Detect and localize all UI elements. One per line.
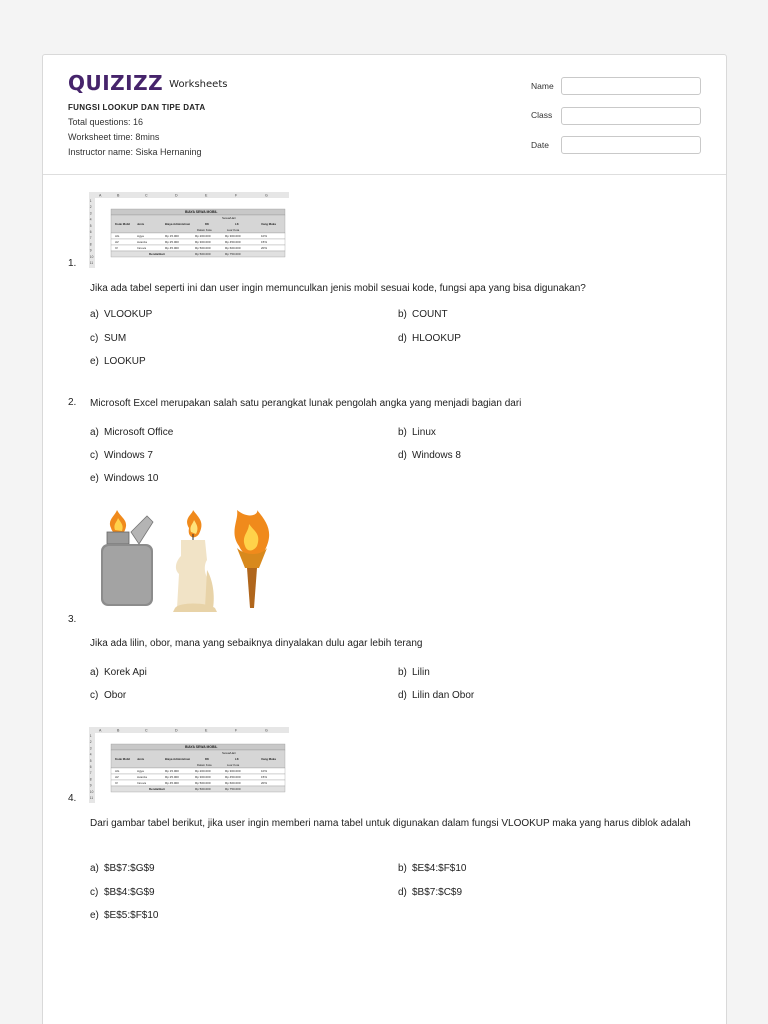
option-d[interactable] [398,333,461,344]
option-c[interactable] [90,450,153,461]
row-number: 10 [89,254,94,259]
table-title: BIAYA SEWA MOBIL [185,745,218,750]
option-letter: c) [90,887,99,898]
row-number: 6 [89,765,92,769]
option-letter: d) [398,887,407,898]
table-cell: Rp 200.000 [195,769,211,774]
column-header: F [235,728,238,733]
row-number: 11 [89,796,94,800]
option-b[interactable] [398,863,467,874]
option-letter: e) [90,910,99,921]
table-cell: Avanza [137,240,147,245]
option-letter: d) [398,450,407,461]
column-header: F [235,193,238,198]
worksheet-title: FUNGSI LOOKUP DAN TIPE DATA [68,103,206,112]
question-text: Dari gambar tabel berikut, jika user ingin memberi nama tabel untuk digunakan dalam fungsi VLOOKUP maka yang harus diblok adalah [90,818,691,829]
option-letter: b) [398,309,407,320]
worksheet-time: Worksheet time: 8mins [68,132,160,142]
table-cell: Rp 300.000 [195,775,211,780]
row-number: 10 [89,789,94,794]
date-field[interactable] [561,136,701,154]
row-number: 8 [89,777,92,782]
table-header: Jenis [137,757,145,761]
option-text: Windows 8 [412,450,461,461]
table-header: Uang Muka [261,222,276,226]
table-cell: AV [115,775,119,780]
option-text: COUNT [412,309,448,320]
row-number: 9 [89,783,92,788]
option-text: $E$4:$F$10 [412,863,467,874]
lighter-icon [101,510,153,606]
table-cell: Rp 600.000 [225,781,241,786]
table-cell: 20% [261,781,268,786]
row-number: 9 [89,248,92,253]
sewa-hari-label: Sewa/Hari [222,216,236,220]
table-cell: 10% [261,769,268,774]
option-b[interactable] [398,309,448,320]
option-text: Linux [412,427,436,438]
table-cell: Agya [137,234,144,239]
option-text: $B$4:$G$9 [104,887,155,898]
option-d[interactable] [398,690,474,701]
table-header: Biaya Administrasi [165,222,191,226]
row-number: 7 [89,771,92,776]
total-questions: Total questions: 16 [68,117,144,127]
table-cell: Rp 600.000 [225,246,241,251]
table-cell: Rp 750.000 [225,787,241,792]
table-header: Jenis [137,222,145,226]
row-number: 3 [89,746,92,751]
date-label: Date [531,140,549,150]
table-subheader: Dalam Kota [197,228,212,232]
option-letter: a) [90,667,99,678]
row-number: 11 [89,261,94,265]
table-cell: Agya [137,769,144,774]
option-letter: d) [398,333,407,344]
table-cell: Rp 45.000 [165,246,179,251]
table-header: DK [205,222,210,226]
table-cell: Rp 450.000 [225,775,241,780]
table-cell: IV [115,781,118,786]
option-letter: a) [90,863,99,874]
row-number: 7 [89,236,92,241]
option-c[interactable] [90,690,126,701]
table-subheader: Luar Kota [227,763,240,767]
option-text: VLOOKUP [104,309,153,320]
option-letter: e) [90,473,99,484]
logo-wordmark: QUIZIZZ [68,71,164,95]
question-number: 3. [68,614,77,625]
option-a[interactable] [90,427,173,438]
option-a[interactable] [90,309,152,320]
option-a[interactable] [90,667,147,678]
option-letter: d) [398,690,407,701]
table-title: BIAYA SEWA MOBIL [185,210,218,215]
option-letter: b) [398,863,407,874]
table-cell: AV [115,240,119,245]
table-cell: 20% [261,246,268,251]
table-cell: 15% [261,240,268,245]
option-text: Windows 10 [104,473,159,484]
sewa-hari-label: Sewa/Hari [222,751,236,755]
column-header: A [99,728,102,733]
column-header: G [265,193,268,198]
row-number: 3 [89,211,92,216]
table-cell: Rp 300.000 [195,240,211,245]
option-letter: c) [90,450,99,461]
column-header: D [175,193,178,198]
table-header: LK [235,757,239,761]
column-header: D [175,728,178,733]
column-header: E [205,728,208,733]
option-letter: c) [90,690,99,701]
candle-icon [173,510,217,612]
table-cell: Rp 500.000 [195,252,211,257]
instructor-name: Instructor name: Siska Hernaning [68,147,202,157]
option-d[interactable] [398,887,462,898]
row-number: 2 [89,205,92,210]
table-cell: 10% [261,234,268,239]
option-text: Microsoft Office [104,427,174,438]
quizizz-logo [68,71,227,95]
table-cell: Rp 200.000 [195,234,211,239]
question-text: Jika ada tabel seperti ini dan user ingin memunculkan jenis mobil sesuai kode, fungsi apa yang bisa digunakan? [90,283,586,294]
column-header: B [117,728,120,733]
table-subheader: Dalam Kota [197,763,212,767]
lighter-candle-torch-image [89,510,285,618]
option-text: $E$5:$F$10 [104,910,159,921]
table-cell: AG [115,234,120,239]
table-cell: Avanza [137,775,147,780]
option-text: Korek Api [104,667,147,678]
row-number: 4 [89,752,92,757]
name-field[interactable] [561,77,701,95]
option-text: Obor [104,690,127,701]
option-letter: c) [90,333,99,344]
option-b[interactable] [398,667,430,678]
table-header: Biaya Administrasi [165,757,191,761]
option-a[interactable] [90,863,155,874]
table-cell: Rp 15.000 [165,769,179,774]
column-header: C [145,728,148,733]
table-cell: Rp 300.000 [225,234,241,239]
table-header: LK [235,222,239,226]
spreadsheet-image [89,192,289,268]
name-label: Name [531,81,554,91]
option-e[interactable] [90,473,158,484]
option-text: Lilin dan Obor [412,690,475,701]
table-cell: Rp 500.000 [195,787,211,792]
table-cell: Rp 500.000 [195,246,211,251]
option-letter: b) [398,427,407,438]
option-text: Lilin [412,667,430,678]
table-cell: Rp 25.000 [165,240,179,245]
row-number: 2 [89,740,92,745]
row-number: 5 [89,223,92,228]
table-cell: Innova [137,246,147,251]
logo-subtitle: Worksheets [169,78,228,90]
spreadsheet-image [89,727,289,803]
column-header: G [265,728,268,733]
question-text: Jika ada lilin, obor, mana yang sebaiknya dinyalakan dulu agar lebih terang [90,638,423,649]
option-c[interactable] [90,333,126,344]
extra-label: Denda/Hari [149,252,165,257]
table-cell: AG [115,769,120,774]
table-cell: Rp 45.000 [165,781,179,786]
option-c[interactable] [90,887,155,898]
table-cell: Rp 450.000 [225,240,241,245]
row-number: 5 [89,758,92,763]
table-cell: Rp 25.000 [165,775,179,780]
table-header: DK [205,757,210,761]
option-e[interactable] [90,910,159,921]
option-letter: a) [90,427,99,438]
row-number: 6 [89,230,92,234]
option-text: HLOOKUP [412,333,461,344]
table-cell: 15% [261,775,268,780]
column-header: A [99,193,102,198]
question-number: 2. [68,397,77,408]
option-d[interactable] [398,450,461,461]
option-text: $B$7:$G$9 [104,863,155,874]
table-cell: Innova [137,781,147,786]
extra-label: Denda/Hari [149,787,165,792]
row-number: 8 [89,242,92,247]
table-header: Uang Muka [261,757,276,761]
worksheet-page [42,54,727,1024]
option-e[interactable] [90,356,146,367]
table-cell: Rp 500.000 [195,781,211,786]
option-text: $B$7:$C$9 [412,887,463,898]
table-cell: Rp 300.000 [225,769,241,774]
table-header: Kode Mobil [115,757,131,761]
row-number: 1 [89,734,92,738]
option-text: LOOKUP [104,356,146,367]
torch-icon [234,510,269,608]
table-subheader: Luar Kota [227,228,240,232]
option-letter: a) [90,309,99,320]
class-field[interactable] [561,107,701,125]
question-text: Microsoft Excel merupakan salah satu perangkat lunak pengolah angka yang menjadi bagian dari [90,398,522,409]
column-header: B [117,193,120,198]
class-label: Class [531,110,553,120]
column-header: E [205,193,208,198]
table-cell: Rp 750.000 [225,252,241,257]
table-header: Kode Mobil [115,222,131,226]
table-cell: IV [115,246,118,251]
table-cell: Rp 15.000 [165,234,179,239]
option-letter: e) [90,356,99,367]
option-text: Windows 7 [104,450,153,461]
option-text: SUM [104,333,127,344]
row-number: 4 [89,217,92,222]
option-letter: b) [398,667,407,678]
row-number: 1 [89,199,92,203]
worksheet-header [43,55,726,175]
question-number: 1. [68,258,77,269]
question-number: 4. [68,793,77,804]
option-b[interactable] [398,427,436,438]
column-header: C [145,193,148,198]
